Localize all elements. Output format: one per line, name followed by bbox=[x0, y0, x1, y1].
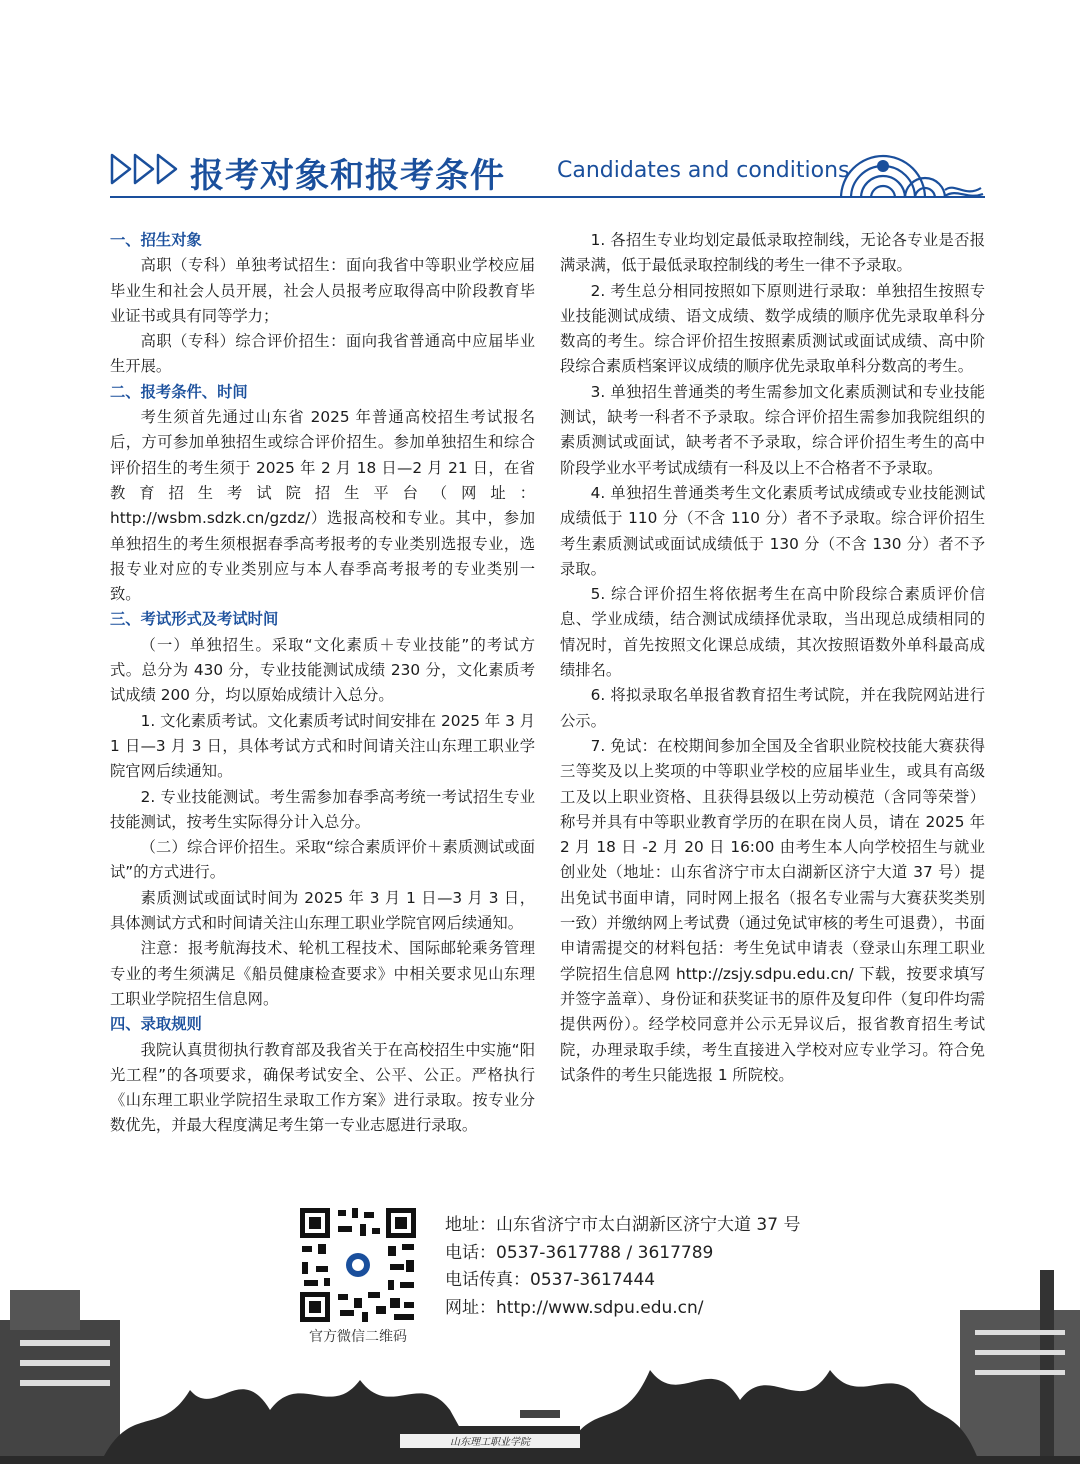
section-title-en: Candidates and conditions bbox=[557, 158, 850, 183]
address-line: 地址：山东省济宁市太白湖新区济宁大道 37 号 bbox=[445, 1215, 801, 1235]
paragraph: 高职（专科）综合评价招生：面向我省普通高中应届毕业生开展。 bbox=[110, 332, 535, 376]
qr-code-icon bbox=[298, 1206, 418, 1324]
section-heading: 三、考试形式及考试时间 bbox=[110, 610, 279, 629]
section-heading: 一、招生对象 bbox=[110, 231, 202, 249]
rule-item: 5. 综合评价招生将依据考生在高中阶段综合素质评价信息、学业成绩，结合测试成绩择优录取，当出现总成绩相同的情况时，首先按照文化课总成绩，其次按照语数外单科最高成绩排名。 bbox=[560, 585, 985, 680]
rule-item: 4. 单独招生普通类考生文化素质考试成绩或专业技能测试成绩低于 110 分（不含 110 分）者不予录取。综合评价招生考生素质测试或面试成绩低于 130 分（不含 130 分）者不予录取。 bbox=[560, 483, 985, 578]
gate-sign-text: 山东理工职业学院 bbox=[450, 1437, 530, 1448]
qr-caption: 官方微信二维码 bbox=[309, 1329, 407, 1345]
section-heading: 四、录取规则 bbox=[110, 1015, 202, 1034]
contact-info bbox=[445, 1212, 800, 1322]
section-header bbox=[110, 140, 985, 200]
rule-item: 3. 单独招生普通类的考生需参加文化素质测试和专业技能测试，缺考一科者不予录取。综合评价招生需参加我院组织的素质测试或面试，缺考者不予录取，综合评价招生考生的高中阶段学业水平考试成绩有一科及以上不合格者不予录取。 bbox=[560, 382, 985, 477]
paragraph: 我院认真贯彻执行教育部及我省关于在高校招生中实施“阳光工程”的各项要求，确保考试安全、公平、公正。严格执行《山东理工职业学院招生录取工作方案》进行录取。按专业分数优先，并最大程度满足考生第一专业志愿进行录取。 bbox=[110, 1040, 535, 1135]
right-column bbox=[560, 228, 985, 1088]
paragraph: 素质测试或面试时间为 2025 年 3 月 1 日—3 月 3 日，具体测试方式和时间请关注山东理工职业学院官网后续通知。 bbox=[110, 888, 535, 933]
triple-chevron-icon bbox=[110, 152, 182, 186]
paragraph: 注意：报考航海技术、轮机工程技术、国际邮轮乘务管理专业的考生须满足《船员健康检查要求》中相关要求见山东理工职业学院招生信息网。 bbox=[110, 939, 535, 1008]
rule-item: 2. 考生总分相同按照如下原则进行录取：单独招生按照专业技能测试成绩、语文成绩、数学成绩的顺序优先录取单科分数高的考生。综合评价招生按照素质测试或面试成绩、高中阶段综合素质档案评议成绩的顺序优先录取单科分数高的考生。 bbox=[560, 281, 985, 376]
paragraph: 1. 文化素质考试。文化素质考试时间安排在 2025 年 3 月 1 日—3 月 3 日，具体考试方式和时间请关注山东理工职业学院官网后续通知。 bbox=[110, 711, 535, 781]
paragraph: 2. 专业技能测试。考生需参加春季高考统一考试招生专业技能测试，按考生实际得分计入总分。 bbox=[110, 787, 535, 831]
fax-line: 电话传真：0537-3617444 bbox=[445, 1270, 656, 1290]
phone-line: 电话：0537-3617788 / 3617789 bbox=[445, 1242, 714, 1263]
paragraph: 高职（专科）单独考试招生：面向我省中等职业学校应届毕业生和社会人员开展，社会人员报考应取得高中阶段教育毕业证书或具有同等学力； bbox=[110, 256, 535, 325]
wave-arcs-decoration-icon bbox=[835, 142, 985, 200]
rule-item: 1. 各招生专业均划定最低录取控制线，无论各专业是否报满录满，低于最低录取控制线的考生一律不予录取。 bbox=[560, 231, 985, 275]
paragraph: 考生须首先通过山东省 2025 年普通高校招生考试报名后，方可参加单独招生或综合评价招生。参加单独招生和综合评价招生的考生须于 2025 年 2 月 18 日—2 月 21 日，在省教育招生考试院招生平台（网址：http://wsbm.sdzk.cn/gzdz/）选报高校和专业。其中，参加单独招生的考生须根据春季高考报考的专业类别选报专业，选报专业对应的专业类别应与本人春季高考报考的专业类别一致。 bbox=[110, 408, 535, 604]
rule-item: 7. 免试：在校期间参加全国及全省职业院校技能大赛获得三等奖及以上奖项的中等职业学校的应届毕业生，或具有高级工及以上职业资格、且获得县级以上劳动模范（含同等荣誉）称号并具有中等职业教育学历的在职在岗人员，请在 2025 年 2 月 18 日 -2 月 20 日 16:00 由考生本人向学校招生与就业创业处（地址：山东省济宁市太白湖新区济宁大道 37 号）提出免试书面申请，同时网上报名（报名专业需与大赛获奖类别一致）并缴纳网上考试费（通过免试审核的考生可退费），书面申请需提交的材料包括：考生免试申请表（登录山东理工职业学院招生信息网 http://zsjy.sdpu.edu.cn/ 下载，按要求填写并签字盖章）、身份证和获奖证书的原件及复印件（复印件均需提供两份）。经学校同意并公示无异议后，报省教育招生考试院，办理录取手续，考生直接进入学校对应专业学习。符合免试条件的考生只能选报 1 所院校。 bbox=[560, 736, 985, 1084]
rule-item: 6. 将拟录取名单报省教育招生考试院，并在我院网站进行公示。 bbox=[560, 686, 985, 730]
paragraph: （二）综合评价招生。采取“综合素质评价＋素质测试或面试”的方式进行。 bbox=[110, 838, 535, 882]
section-heading: 二、报考条件、时间 bbox=[110, 382, 248, 401]
left-column bbox=[110, 228, 535, 1139]
website-line: 网址：http://www.sdpu.edu.cn/ bbox=[445, 1297, 704, 1318]
paragraph: （一）单独招生。采取“文化素质＋专业技能”的考试方式。总分为 430 分，专业技能测试成绩 230 分，文化素质考试成绩 200 分，均以原始成绩计入总分。 bbox=[110, 635, 535, 705]
header-rule bbox=[110, 196, 985, 198]
section-title: 报考对象和报考条件 bbox=[190, 156, 505, 196]
